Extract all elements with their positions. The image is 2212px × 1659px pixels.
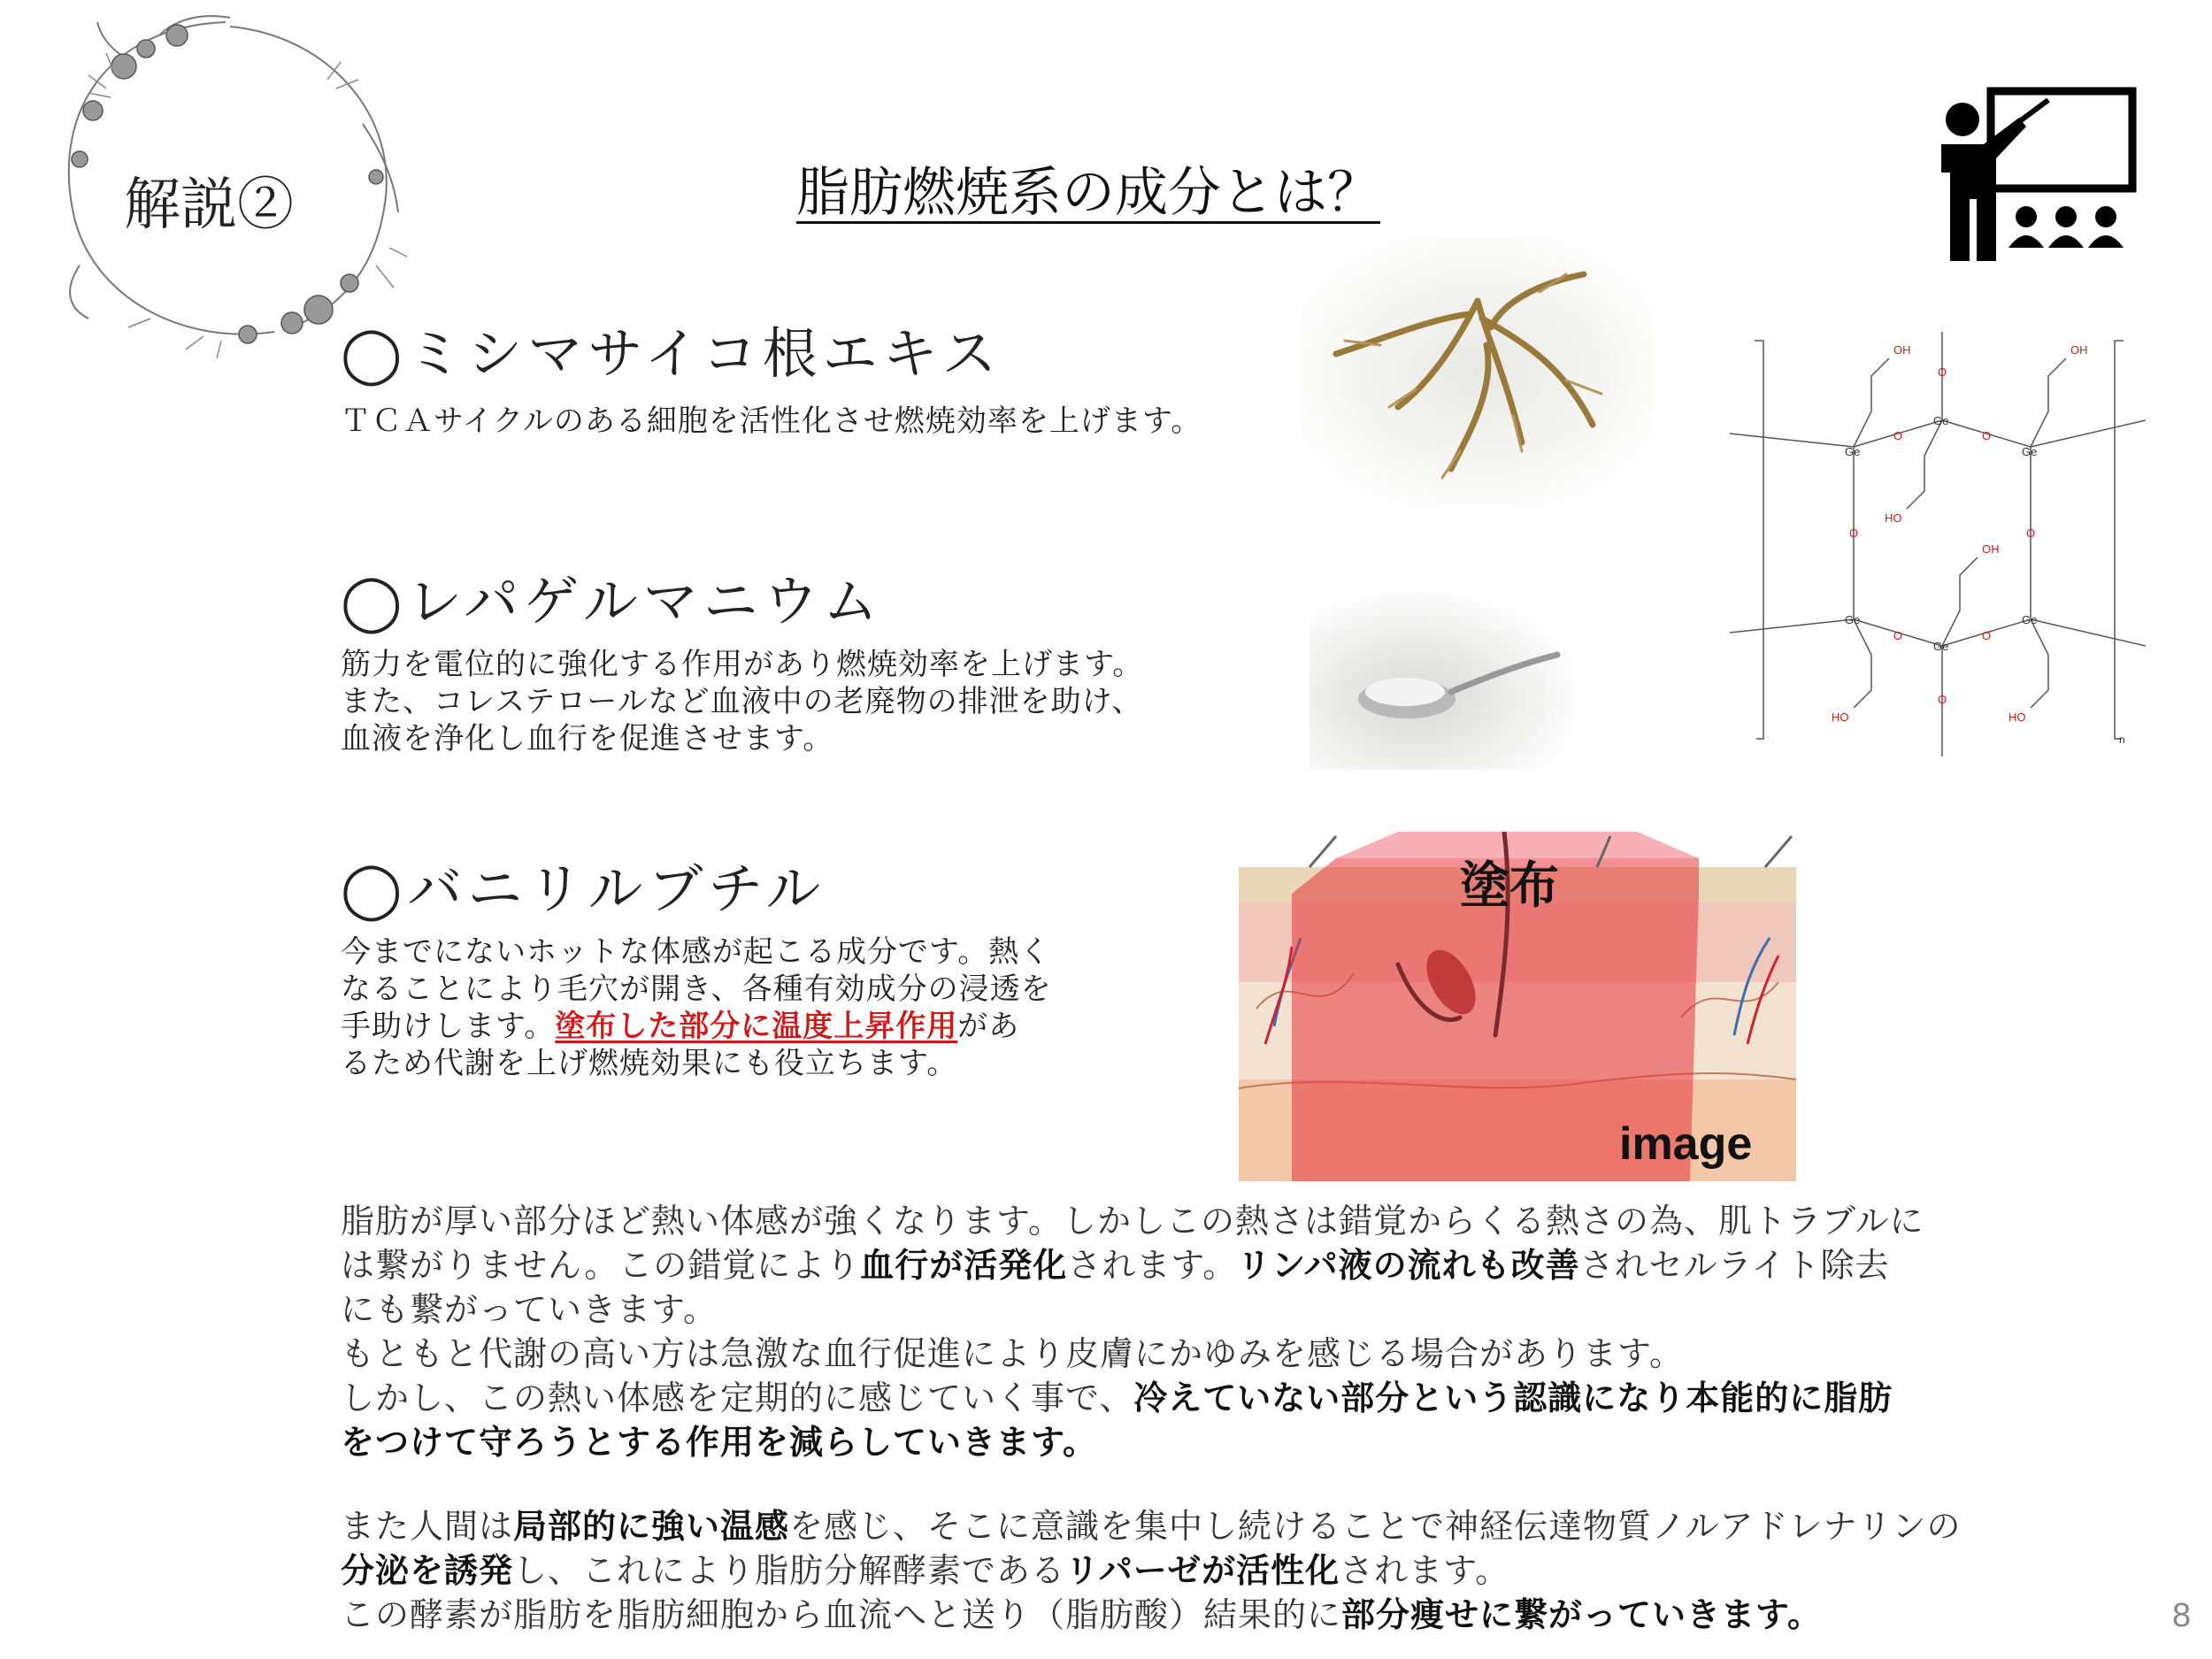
- image-label: image: [1619, 1118, 1753, 1170]
- text-segment: この酵素が脂肪を脂肪細胞から血流へと送り（脂肪酸）結果的に: [341, 1595, 1342, 1634]
- oxygen-label: O: [1893, 429, 1903, 442]
- germanium-molecular-structure: [1730, 332, 2146, 765]
- bold-text: 局部的に強い温感: [513, 1506, 790, 1546]
- paragraph-line: [341, 1504, 1962, 1548]
- oxygen-label: O: [1938, 693, 1947, 706]
- ge-atom-label: Ge: [2022, 445, 2038, 458]
- hydroxyl-label: HO: [2008, 710, 2026, 724]
- paragraph-line: 脂肪が厚い部分ほど熱い体感が強くなります。しかしこの熱さは錯覚からくる熱さの為、肌トラブルに: [341, 1202, 1924, 1240]
- text-segment: し、これにより脂肪分解酵素である: [513, 1551, 1066, 1590]
- hydroxyl-label: HO: [1885, 511, 1902, 525]
- ge-atom-label: Ge: [1845, 445, 1861, 458]
- page-number: 8: [2172, 1597, 2192, 1634]
- polymer-n-label: n: [2119, 733, 2125, 746]
- text-segment: されセルライト除去: [1579, 1246, 1890, 1285]
- text-segment: されます。: [1340, 1551, 1510, 1590]
- carboxyl-label: OH: [2070, 343, 2088, 357]
- powder-spoon-photo: [1310, 593, 1575, 770]
- ge-atom-label: Ge: [1845, 613, 1861, 626]
- ingredient-description-vanillylbutyl-3: [341, 1008, 1019, 1045]
- carboxyl-label: OH: [1982, 542, 2000, 556]
- bold-text: 部分痩せに繋がっていきます。: [1341, 1594, 1822, 1634]
- paragraph-line: にも繋がっていきます。: [341, 1290, 718, 1329]
- bold-text: 分泌を誘発: [341, 1550, 514, 1590]
- text-segment: また人間は: [341, 1507, 514, 1546]
- ge-atom-label: Ge: [2022, 613, 2038, 626]
- ingredient-description-vanillylbutyl-1: 今までにないホットな体感が起こる成分です。熱く: [341, 934, 1051, 970]
- oxygen-label: O: [1893, 629, 1903, 642]
- section-label: 解説②: [124, 173, 294, 238]
- paragraph-line: もともと代謝の高い方は急激な血行促進により皮膚にかゆみを感じる場合があります。: [341, 1334, 1684, 1373]
- ingredient-heading-mishimasaiko: ◯ミシマサイコ根エキス: [341, 321, 1002, 386]
- bold-text: 血行が活発化: [860, 1245, 1068, 1285]
- bold-text: リンパ液の流れも改善: [1237, 1245, 1580, 1285]
- bold-text: 冷えていない部分という認識になり本能的に脂肪: [1133, 1378, 1893, 1417]
- text-segment: を感じ、そこに意識を集中し続けることで神経伝達物質ノルアドレナリンの: [789, 1507, 1962, 1546]
- text-segment: 手助けします。: [341, 1009, 556, 1044]
- mishimasaiko-root-photo: [1301, 239, 1655, 504]
- presentation-teacher-icon: [1929, 84, 2141, 270]
- oxygen-label: O: [1982, 629, 1992, 642]
- paragraph-line: [341, 1548, 1962, 1593]
- paragraph-line: [341, 1593, 1962, 1637]
- oxygen-label: O: [1849, 526, 1859, 540]
- ingredient-description-repagermanium-1: 筋力を電位的に強化する作用があり燃焼効率を上げます。: [341, 647, 1144, 682]
- ingredient-description-vanillylbutyl-2: なることにより毛穴が開き、各種有効成分の浸透を: [341, 972, 1052, 1007]
- page-title: 脂肪燃焼系の成分とは？: [796, 162, 1380, 224]
- application-label: 塗布: [1460, 857, 1559, 913]
- oxygen-label: O: [2026, 526, 2036, 540]
- ingredient-description-mishimasaiko: ＴＣＡサイクルのある細胞を活性化させ燃焼効率を上げます。: [341, 403, 1202, 439]
- paragraph-line: [341, 1376, 1924, 1420]
- text-segment: は繋がりません。この錯覚により: [341, 1246, 861, 1285]
- ge-atom-label: Ge: [1933, 414, 1949, 427]
- body-paragraph-1: [341, 1199, 1924, 1464]
- ingredient-description-repagermanium-2: また、コレステロールなど血液中の老廃物の排泄を助け、: [341, 684, 1143, 719]
- ingredient-heading-vanillylbutyl: ◯バニリルブチル: [341, 856, 826, 921]
- text-segment: しかし、この熱い体感を定期的に感じていく事で、: [341, 1379, 1134, 1417]
- hydroxyl-label: HO: [1832, 710, 1849, 724]
- paragraph-line: [341, 1243, 1924, 1287]
- carboxyl-label: OH: [1893, 343, 1911, 357]
- ingredient-heading-repagermanium: ◯レパゲルマニウム: [341, 569, 884, 634]
- ge-atom-label: Ge: [1933, 640, 1949, 653]
- ingredient-description-repagermanium-3: 血液を浄化し血行を促進させます。: [341, 721, 834, 757]
- oxygen-label: O: [1938, 365, 1947, 379]
- text-segment: があ: [957, 1009, 1020, 1044]
- highlighted-text: 塗布した部分に温度上昇作用: [555, 1009, 958, 1044]
- body-paragraph-2: [341, 1504, 1962, 1637]
- paragraph-line-bold: をつけて守ろうとする作用を減らしていきます。: [341, 1422, 1097, 1462]
- bold-text: リパーゼが活性化: [1065, 1550, 1340, 1590]
- oxygen-label: O: [1982, 429, 1992, 442]
- ingredient-description-vanillylbutyl-4: るため代謝を上げ燃焼効果にも役立ちます。: [341, 1046, 958, 1081]
- skin-cross-section-illustration: [1239, 832, 1796, 1181]
- text-segment: されます。: [1067, 1246, 1238, 1285]
